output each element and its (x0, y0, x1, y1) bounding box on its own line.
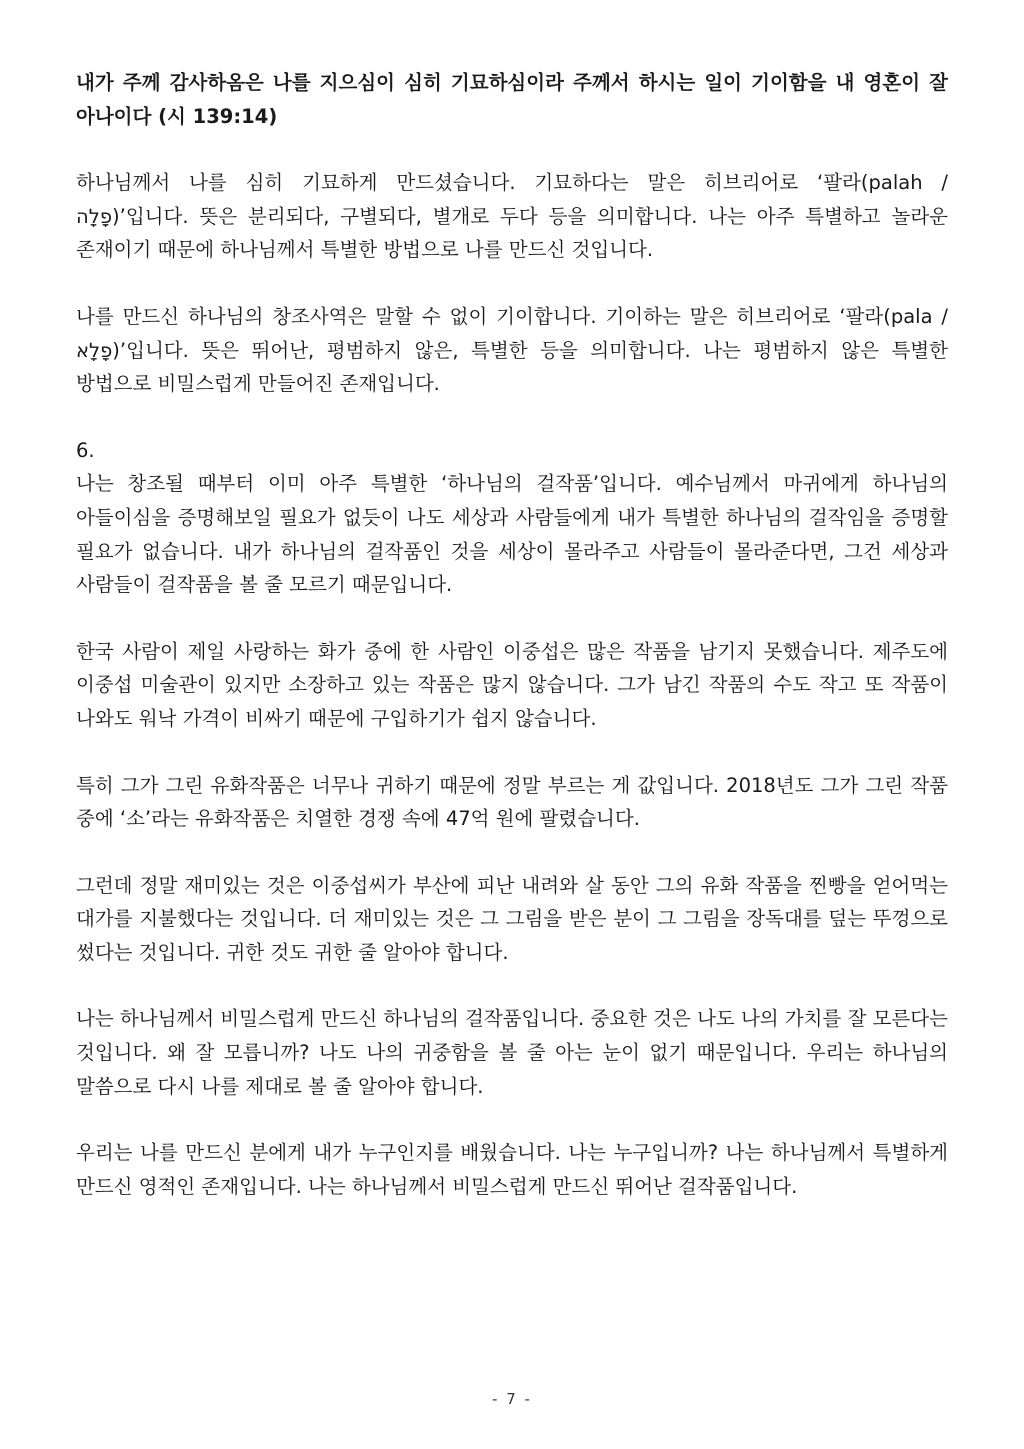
paragraph-oil-painting: 특히 그가 그린 유화작품은 너무나 귀하기 때문에 정말 부르는 게 값입니다. 2018년도 그가 그린 작품 중에 ‘소’라는 유화작품은 치열한 경쟁 속에 47억 원에 팔렸습니다. (76, 773, 948, 831)
paragraph-who-am-i: 우리는 나를 만드신 분에게 내가 누구인지를 배웠습니다. 나는 누구입니까? 나는 하나님께서 특별하게 만드신 영적인 존재입니다. 나는 하나님께서 비밀스럽게 만드신 뛰어난 걸작품입니다. (76, 1141, 948, 1198)
paragraph-value: 나는 하나님께서 비밀스럽게 만드신 하나님의 걸작품입니다. 중요한 것은 나도 나의 가치를 잘 모른다는 것입니다. 왜 잘 모릅니까? 나도 나의 귀중함을 볼 줄 아는 눈이 없기 때문입니다. 우리는 하나님의 말씀으로 다시 나를 제대로 볼 줄 알아야 합니다. (76, 1007, 948, 1098)
paragraph-pala: 나를 만드신 하나님의 창조사역은 말할 수 없이 기이합니다. 기이하는 말은 히브리어로 ‘팔라(pala / פָלָא)’입니다. 뜻은 뛰어난, 평범하지 않은, 특별한 등을 의미합니다. 나는 평범하지 않은 특별한 방법으로 비밀스럽게 만들어진 존재입니다. (76, 304, 948, 396)
paragraph-palah: 하나님께서 나를 심히 기묘하게 만드셨습니다. 기묘하다는 말은 히브리어로 ‘팔라(palah / פָלָה)’입니다. 뜻은 분리되다, 구별되다, 별개로 두다 등을 의미합니다. 나는 아주 특별하고 놀라운 존재이기 때문에 하나님께서 특별한 방법으로 나를 만드신 것입니다. (76, 171, 948, 262)
paragraph-masterpiece: 나는 창조될 때부터 이미 아주 특별한 ‘하나님의 걸작품’입니다. 예수님께서 마귀에게 하나님의 아들이심을 증명해보일 필요가 없듯이 나도 세상과 사람들에게 내가 특별한 하나님의 걸작임을 증명할 필요가 없습니다. 내가 하나님의 걸작품인 것을 세상이 몰라주고 사람들이 몰라준다면, 그건 세상과 사람들이 걸작품을 볼 줄 모르기 때문입니다. (76, 472, 948, 597)
page-number: - 7 - (492, 1390, 532, 1408)
section-number: 6. (76, 438, 95, 462)
paragraph-lee-jung-seop: 한국 사람이 제일 사랑하는 화가 중에 한 사람인 이중섭은 많은 작품을 남기지 못했습니다. 제주도에 이중섭 미술관이 있지만 소장하고 있는 작품은 많지 않습니다. 그가 남긴 작품의 수도 작고 또 작품이 나와도 워낙 가격이 비싸기 때문에 구입하기가 쉽지 않습니다. (76, 639, 948, 730)
scripture-verse: 내가 주께 감사하옴은 나를 지으심이 심히 기묘하심이라 주께서 하시는 일이 기이함을 내 영혼이 잘 아나이다 (시 139:14) (76, 71, 948, 128)
paragraph-steamed-bun: 그런데 정말 재미있는 것은 이중섭씨가 부산에 피난 내려와 살 동안 그의 유화 작품을 찐빵을 얻어먹는 대가를 지불했다는 것입니다. 더 재미있는 것은 그 그림을 받은 분이 그 그림을 장독대를 덮는 뚜껑으로 썼다는 것입니다. 귀한 것도 귀한 줄 알아야 합니다. (76, 873, 948, 964)
